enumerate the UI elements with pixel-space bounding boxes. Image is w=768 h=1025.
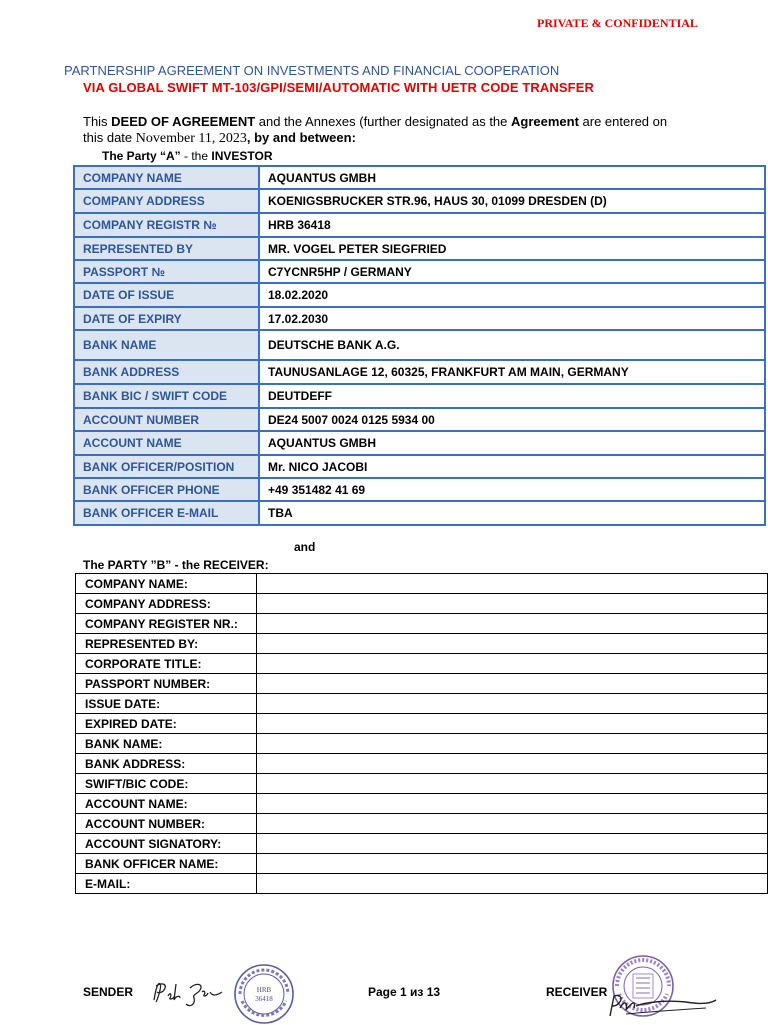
party-a-row xyxy=(74,189,765,213)
party-a-field-value: AQUANTUS GMBH xyxy=(259,166,765,189)
party-b-field-value xyxy=(257,834,768,854)
party-a-field-label: COMPANY NAME xyxy=(74,166,259,189)
party-b-field-label: PASSPORT NUMBER: xyxy=(76,674,257,694)
svg-text:36418: 36418 xyxy=(255,995,273,1003)
party-a-row xyxy=(74,213,765,237)
party-b-field-value xyxy=(257,814,768,834)
party-a-row xyxy=(74,283,765,307)
party-a-field-value: +49 351482 41 69 xyxy=(259,478,765,501)
party-b-field-value xyxy=(257,774,768,794)
party-a-row xyxy=(74,501,765,525)
party-b-field-value xyxy=(257,634,768,654)
party-a-field-value: C7YCNR5HP / GERMANY xyxy=(259,260,765,283)
party-a-field-value: 17.02.2030 xyxy=(259,307,765,330)
party-a-field-label: BANK OFFICER/POSITION xyxy=(74,455,259,478)
party-a-row xyxy=(74,307,765,330)
party-a-table xyxy=(73,165,766,526)
receiver-signature xyxy=(606,990,718,1020)
svg-text:HRB: HRB xyxy=(256,986,272,994)
party-b-table xyxy=(75,573,768,894)
party-b-row xyxy=(76,774,768,794)
party-a-row xyxy=(74,431,765,455)
party-b-field-value xyxy=(257,794,768,814)
party-b-field-label: ACCOUNT NAME: xyxy=(76,794,257,814)
agreement-date: November 11, 2023 xyxy=(135,131,247,146)
party-a-row xyxy=(74,237,765,260)
party-a-field-value: AQUANTUS GMBH xyxy=(259,431,765,455)
party-b-field-label: SWIFT/BIC CODE: xyxy=(76,774,257,794)
party-b-row xyxy=(76,834,768,854)
agreement-term: Agreement xyxy=(511,114,579,129)
party-b-field-value xyxy=(257,574,768,594)
party-b-row xyxy=(76,754,768,774)
intro-text: , by and between: xyxy=(246,130,356,145)
intro-text: are entered on xyxy=(578,114,668,129)
party-b-field-label: ACCOUNT SIGNATORY: xyxy=(76,834,257,854)
party-b-row xyxy=(76,594,768,614)
party-b-field-value xyxy=(257,674,768,694)
party-b-row xyxy=(76,734,768,754)
party-b-row xyxy=(76,674,768,694)
party-b-row xyxy=(76,614,768,634)
party-b-field-label: COMPANY ADDRESS: xyxy=(76,594,257,614)
party-a-row xyxy=(74,360,765,384)
party-a-field-label: BANK OFFICER PHONE xyxy=(74,478,259,501)
party-a-field-label: PASSPORT № xyxy=(74,260,259,283)
party-a-field-value: KOENIGSBRUCKER STR.96, HAUS 30, 01099 DRESDEN (D) xyxy=(259,189,765,213)
party-a-separator: - the xyxy=(180,149,212,163)
party-b-field-value xyxy=(257,734,768,754)
party-a-field-value: DEUTSCHE BANK A.G. xyxy=(259,330,765,360)
party-b-field-label: BANK OFFICER NAME: xyxy=(76,854,257,874)
party-a-field-value: TAUNUSANLAGE 12, 60325, FRANKFURT AM MAIN, GERMANY xyxy=(259,360,765,384)
receiver-label: RECEIVER xyxy=(546,985,608,999)
party-a-row xyxy=(74,330,765,360)
party-b-field-value xyxy=(257,714,768,734)
party-a-heading xyxy=(102,149,273,163)
party-a-field-value: 18.02.2020 xyxy=(259,283,765,307)
sender-company-stamp xyxy=(231,963,297,1025)
party-b-field-value xyxy=(257,854,768,874)
connector-text: and xyxy=(294,540,316,554)
party-b-field-label: BANK NAME: xyxy=(76,734,257,754)
party-a-field-label: BANK NAME xyxy=(74,330,259,360)
party-a-field-label: COMPANY REGISTR № xyxy=(74,213,259,237)
party-b-field-value xyxy=(257,874,768,894)
party-b-field-label: REPRESENTED BY: xyxy=(76,634,257,654)
party-b-row xyxy=(76,874,768,894)
party-b-field-value xyxy=(257,694,768,714)
party-b-field-label: COMPANY REGISTER NR.: xyxy=(76,614,257,634)
party-a-field-value: DE24 5007 0024 0125 5934 00 xyxy=(259,408,765,431)
party-b-field-label: COMPANY NAME: xyxy=(76,574,257,594)
party-a-field-label: BANK BIC / SWIFT CODE xyxy=(74,384,259,408)
party-b-row xyxy=(76,574,768,594)
sender-signature xyxy=(150,974,230,1010)
party-a-field-label: REPRESENTED BY xyxy=(74,237,259,260)
deed-term: DEED OF AGREEMENT xyxy=(111,114,256,129)
party-b-field-label: E-MAIL: xyxy=(76,874,257,894)
confidential-label: PRIVATE & CONFIDENTIAL xyxy=(537,16,698,30)
party-a-field-value: DEUTDEFF xyxy=(259,384,765,408)
party-b-field-label: EXPIRED DATE: xyxy=(76,714,257,734)
party-b-field-value xyxy=(257,654,768,674)
party-a-field-value: TBA xyxy=(259,501,765,525)
party-b-field-label: CORPORATE TITLE: xyxy=(76,654,257,674)
party-a-row xyxy=(74,478,765,501)
party-b-field-label: ISSUE DATE: xyxy=(76,694,257,714)
sender-label: SENDER xyxy=(83,985,134,999)
document-subtitle: VIA GLOBAL SWIFT MT-103/GPI/SEMI/AUTOMATIC WITH UETR CODE TRANSFER xyxy=(83,80,594,95)
party-b-row xyxy=(76,714,768,734)
intro-paragraph xyxy=(83,114,723,147)
party-b-field-value xyxy=(257,754,768,774)
party-b-field-label: ACCOUNT NUMBER: xyxy=(76,814,257,834)
party-a-row xyxy=(74,260,765,283)
party-b-row xyxy=(76,854,768,874)
party-a-field-value: MR. VOGEL PETER SIEGFRIED xyxy=(259,237,765,260)
party-b-field-label: BANK ADDRESS: xyxy=(76,754,257,774)
party-b-row xyxy=(76,814,768,834)
party-a-label: The Party “A” xyxy=(102,149,181,163)
intro-text: this date xyxy=(83,130,136,145)
party-a-row xyxy=(74,166,765,189)
party-a-field-label: DATE OF EXPIRY xyxy=(74,307,259,330)
party-b-row xyxy=(76,794,768,814)
party-a-field-label: DATE OF ISSUE xyxy=(74,283,259,307)
party-b-row xyxy=(76,654,768,674)
party-a-field-value: HRB 36418 xyxy=(259,213,765,237)
party-b-field-value xyxy=(257,594,768,614)
party-a-field-value: Mr. NICO JACOBI xyxy=(259,455,765,478)
document-title: PARTNERSHIP AGREEMENT ON INVESTMENTS AND FINANCIAL COOPERATION xyxy=(64,63,560,78)
party-a-row xyxy=(74,384,765,408)
party-a-field-label: BANK ADDRESS xyxy=(74,360,259,384)
party-a-field-label: BANK OFFICER E-MAIL xyxy=(74,501,259,525)
party-a-field-label: ACCOUNT NUMBER xyxy=(74,408,259,431)
party-a-role: INVESTOR xyxy=(211,149,273,163)
party-a-field-label: COMPANY ADDRESS xyxy=(74,189,259,213)
party-a-field-label: ACCOUNT NAME xyxy=(74,431,259,455)
intro-text: This xyxy=(83,114,112,129)
party-b-field-value xyxy=(257,614,768,634)
party-a-row xyxy=(74,408,765,431)
page-number: Page 1 из 13 xyxy=(368,985,441,999)
party-b-row xyxy=(76,694,768,714)
party-a-row xyxy=(74,455,765,478)
party-b-row xyxy=(76,634,768,654)
party-b-heading: The PARTY ”B” - the RECEIVER: xyxy=(83,558,269,572)
intro-text: and the Annexes (further designated as the xyxy=(255,114,511,129)
